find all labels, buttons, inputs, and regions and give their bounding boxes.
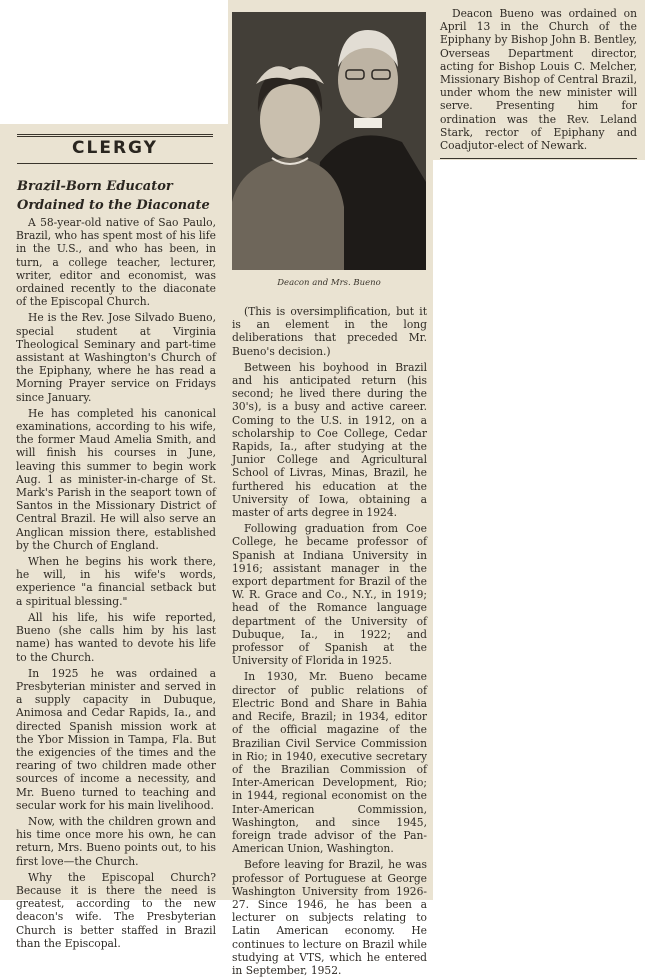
article-column-right xyxy=(440,7,637,155)
right-column-end-rule xyxy=(440,158,637,159)
section-rule-top-2 xyxy=(17,136,213,137)
portrait-illustration xyxy=(232,12,426,270)
section-rule-top xyxy=(17,134,213,135)
paragraph: Before leaving for Brazil, he was professor of Portuguese at George Washington University from 1926-27. Since 1946, he has been a lecturer on subjects relating to Latin American economy. He continues to lecture on Brazil while studying at VTS, which he entered in September, 1952. xyxy=(232,858,427,977)
deacon-portrait-photo xyxy=(232,12,426,270)
paragraph: In 1925 he was ordained a Presbyterian minister and served in a supply capacity in Dubuque, Animosa and Cedar Rapids, Ia., and directed Spanish mission work at the Ybor Mission in Tampa, Fla. But the exigencies of the times and the rearing of two children made other sources of income a necessity, and Mr. Bueno turned to teaching and secular work for his main livelihood. xyxy=(16,666,216,812)
paragraph: He is the Rev. Jose Silvado Bueno, special student at Virginia Theological Seminary and part-time assistant at Washington's Church of the Epiphany, where he has read a Morning Prayer service on Fridays since January. xyxy=(16,311,216,404)
article-headline: Brazil-Born Educator Ordained to the Diaconate xyxy=(17,179,210,213)
paragraph: Following graduation from Coe College, he became professor of Spanish at Indiana University in 1916; assistant manager in the export department for Brazil of the W. R. Grace and Co., N.Y., in 1919; head of the Romance language department of the University of Dubuque, Ia., in 1922; and professor of Spanish at the University of Florida in 1925. xyxy=(232,522,427,668)
paragraph: Why the Episcopal Church? Because it is there the need is greatest, according to the new deacon's wife. The Presbyterian Church is better staffed in Brazil than the Episcopal. xyxy=(16,870,216,950)
paragraph: (This is oversimplification, but it is an element in the long deliberations that preceded Mr. Bueno's decision.) xyxy=(232,305,427,358)
paragraph: When he begins his work there, he will, in his wife's words, experience "a financial setback but a spiritual blessing." xyxy=(16,555,216,608)
paragraph: Deacon Bueno was ordained on April 13 in the Church of the Epiphany by Bishop John B. Bentley, Overseas Department director, acting for Bishop Louis C. Melcher, Missionary Bishop of Central Brazil, under whom the new minister will serve. Presenting him for ordination was the Rev. Leland Stark, rector of Epiphany and Coadjutor-elect of Newark. xyxy=(440,7,637,153)
paragraph: A 58-year-old native of Sao Paulo, Brazil, who has spent most of his life in the U.S., and who has been, in turn, a college teacher, lecturer, writer, editor and economist, was ordained recently to the diaconate of the Episcopal Church. xyxy=(16,216,216,309)
paragraph: Between his boyhood in Brazil and his anticipated return (his second; he lived there during the 30's), is a busy and active career. Coming to the U.S. in 1912, on a scholarship to Coe College, Cedar Rapids, Ia., after studying at the Junior College and Agricultural School of Livras, Minas, Brazil, he furthered his education at the University of Iowa, obtaining a master of arts degree in 1924. xyxy=(232,360,427,520)
photo-caption: Deacon and Mrs. Bueno xyxy=(277,278,381,288)
section-rule-bottom xyxy=(17,163,213,164)
paragraph: He has completed his canonical examinations, according to his wife, the former Maud Amelia Smith, and will finish his courses in June, leaving this summer to begin work Aug. 1 as minister-in-charge of St. Mark's Parish in the seaport town of Santos in the Missionary District of Central Brazil. He will also serve an Anglican mission there, established by the Church of England. xyxy=(16,406,216,552)
paragraph: Now, with the children grown and his time once more his own, he can return, Mrs. Bueno points out, to his first love—the Church. xyxy=(16,814,216,868)
paragraph: All his life, his wife reported, Bueno (she calls him by his last name) has wanted to devote his life to the Church. xyxy=(16,610,216,664)
article-column-left xyxy=(16,216,216,953)
section-title: CLERGY xyxy=(72,138,158,158)
paragraph: In 1930, Mr. Bueno became director of public relations of Electric Bond and Share in Bahia and Recife, Brazil; in 1934, editor of the official magazine of the Brazilian Civil Service Commission in Rio; in 1940, executive secretary of the Brazilian Commission of Inter-American Development, Rio; in 1944, regional economist on the Inter-American Commission, Washington, and since 1945, foreign trade advisor of the Pan-American Union, Washington. xyxy=(232,670,427,856)
article-column-middle xyxy=(232,305,427,980)
